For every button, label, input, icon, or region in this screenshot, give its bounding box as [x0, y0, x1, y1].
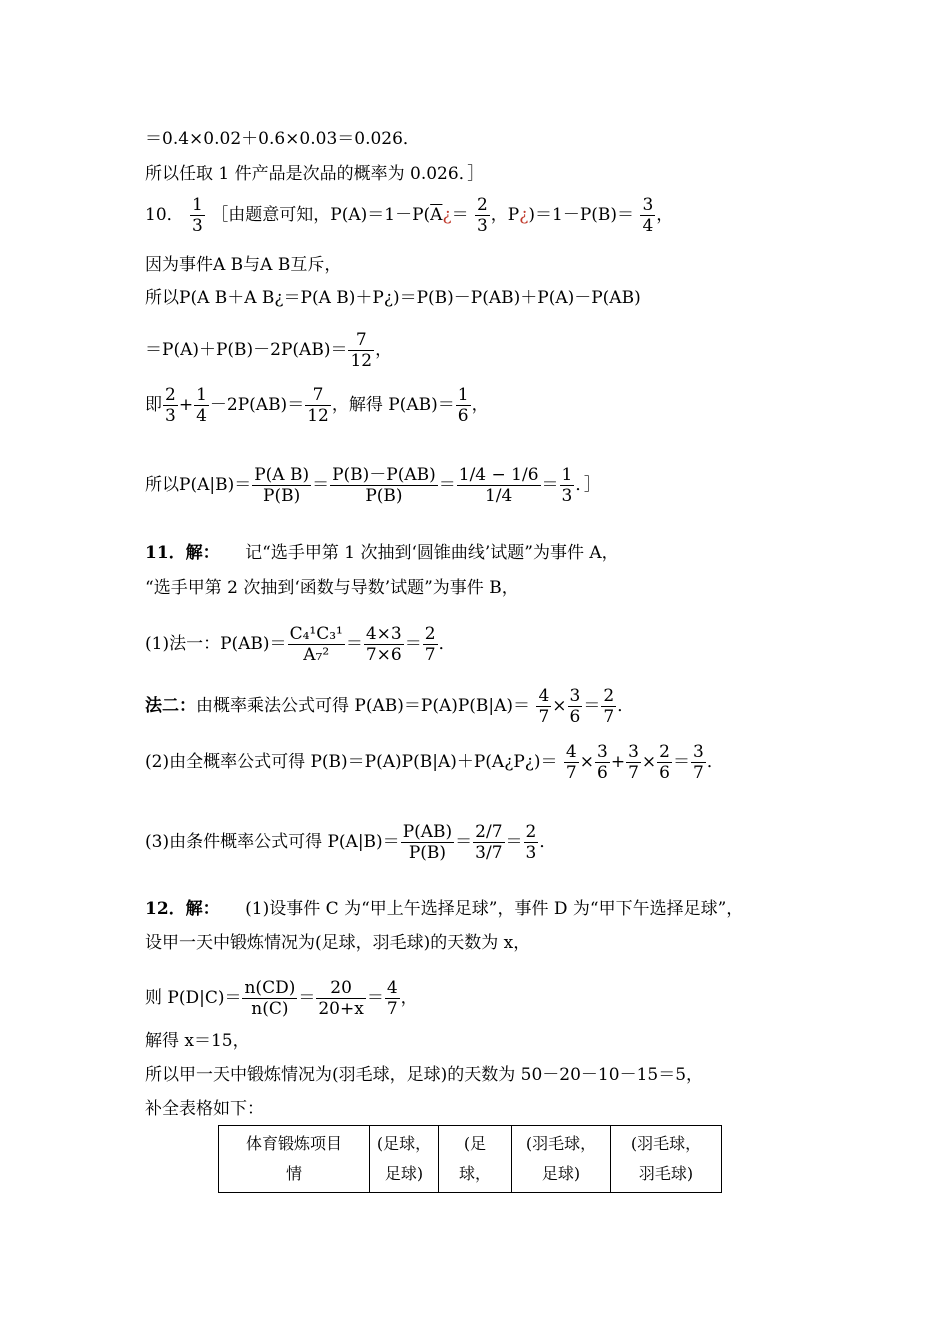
q11-method2: 法二：由概率乘法公式可得 P(AB)＝P(A)P(B|A)＝ $\frac{4}{7}$ × $\frac{3}{6}$ ＝ $\frac{2}{7}$ ． — [145, 686, 635, 727]
q10-line5: 即 $\frac{2}{3}$ + $\frac{1}{4}$ －2P(AB)＝ $\frac{7}{12}$ ，解得 P(AB)＝ $\frac{1}{6}$ ， — [145, 385, 489, 426]
q10-line4: ＝P(A)＋P(B)－2P(AB)＝ $\frac{7}{12}$ ， — [145, 330, 393, 371]
q10-line2: 因为事件A B与A B互斥， — [145, 255, 342, 275]
q12-line5: 所以甲一天中锻炼情况为(羽毛球，足球)的天数为 50－20－10－15＝5， — [145, 1065, 704, 1085]
table-cell: 体育锻炼项目 情 — [219, 1126, 370, 1193]
table-row — [219, 1126, 722, 1193]
table-cell: (羽毛球， 足球) — [512, 1126, 611, 1193]
q12-line2: 设甲一天中锻炼情况为(足球，羽毛球)的天数为 x， — [145, 933, 531, 953]
q10-line6: 所以P(A|B)＝ $\frac{\text{P(A B)}}{P(B)}$ ＝ $\frac{P(B)-P(AB)}{P(B)}$ ＝ $\frac{1/4 - 1/6}{1/4}$ ＝ $\frac{1}{3}$ ．］ — [145, 465, 601, 506]
q10-line1: 10． $\frac{1}{3}$ ［由题意可知，$P(A)=1-P(\overline{A}¿=$ $\frac{2}{3}$ ，P¿)＝1－P(B)＝ $\frac{3}{4}$ ， — [145, 195, 674, 236]
conclusion-q9: 所以任取 1 件产品是次品的概率为 0.026．］ — [145, 164, 485, 184]
q11-line2: “选手甲第 2 次抽到‘函数与导数’试题”为事件 B， — [145, 578, 519, 598]
table-cell: (羽毛球， 羽毛球) — [611, 1126, 722, 1193]
q11-line1: 11．解： 记“选手甲第 1 次抽到‘圆锥曲线’试题”为事件 A， — [145, 543, 619, 563]
table-cell: (足 球， — [439, 1126, 512, 1193]
table-cell: (足球， 足球) — [370, 1126, 439, 1193]
q12-line3: 则 P(D|C)＝ $\frac{n(CD)}{n(C)}$ ＝ $\frac{20}{20+x}$ ＝ $\frac{4}{7}$ ， — [145, 978, 418, 1019]
equation-line: ＝0.4×0.02＋0.6×0.03＝0.026． — [145, 129, 420, 149]
q11-part3: (3)由条件概率公式可得 P(A|B)＝ $\frac{P(AB)}{P(B)}$ ＝ $\frac{2/7}{3/7}$ ＝ $\frac{2}{3}$ ． — [145, 822, 557, 863]
q11-part2: (2)由全概率公式可得 P(B)＝P(A)P(B|A)＋P(A¿P¿)＝ $\frac{4}{7}$ × $\frac{3}{6}$ + $\frac{3}{7}$ × $\frac{2}{6}$ ＝ $\frac{3}{7}$ ． — [145, 742, 724, 783]
q12-line6: 补全表格如下： — [145, 1099, 264, 1119]
q11-part1: (1)法一：P(AB)＝ $\frac{\text{C₄¹C₃¹}}{\text{A₇²}}$ ＝ $\frac{4\times 3}{7\times 6}$ ＝ $\frac{2}{7}$ ． — [145, 624, 456, 665]
q12-line4: 解得 x＝15， — [145, 1031, 250, 1051]
exercise-table — [218, 1125, 722, 1193]
q12-line1: 12．解： (1)设事件 C 为“甲上午选择足球”，事件 D 为“甲下午选择足球”， — [145, 899, 744, 919]
answer-fraction: $\frac{1}{3}$ — [192, 195, 203, 236]
q10-line3: 所以P(A B＋A B¿＝P(A B)＋P¿)＝P(B)－P(AB)＋P(A)－P(AB) — [145, 288, 641, 308]
